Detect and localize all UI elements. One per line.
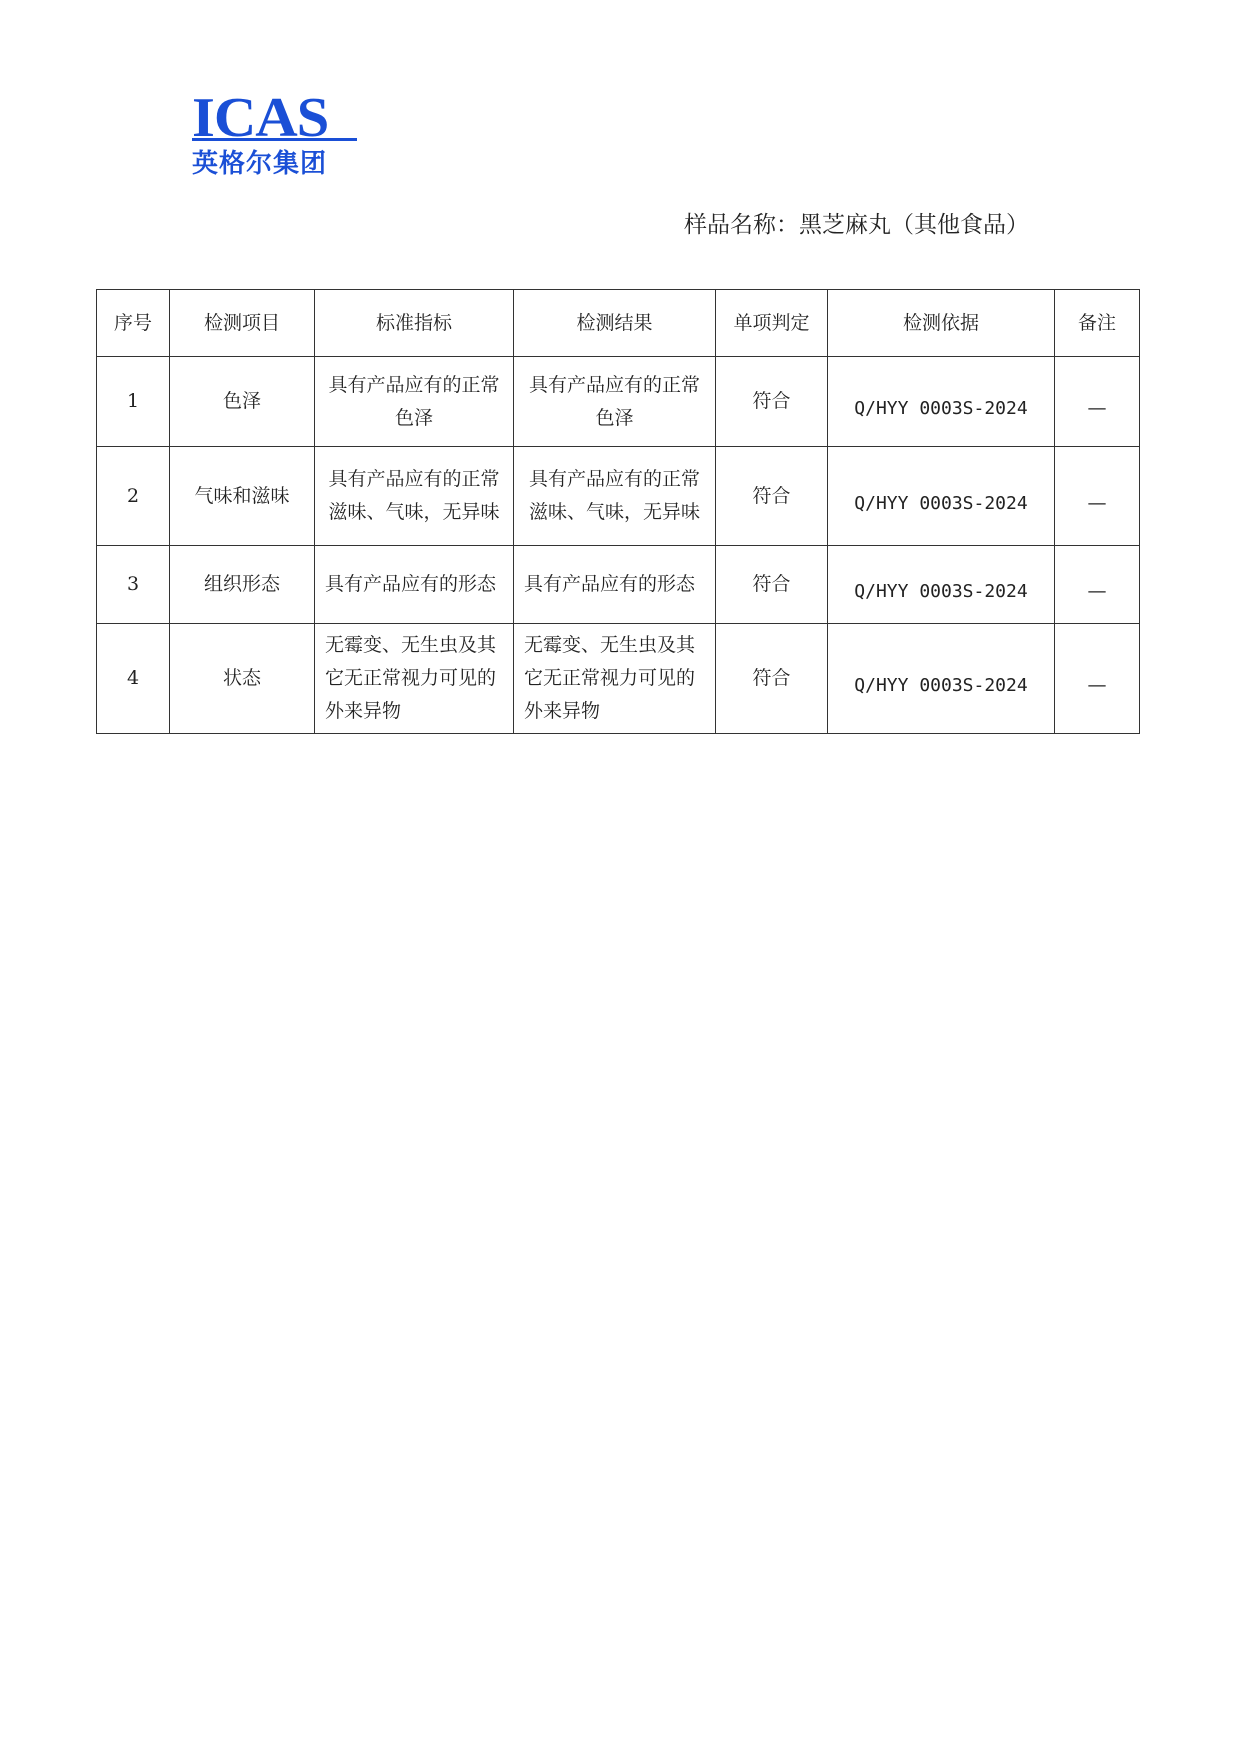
header-cell: 检测结果 <box>514 290 716 357</box>
judgement: 符合 <box>716 447 828 546</box>
logo-text-cn: 英格尔集团 <box>192 149 328 179</box>
table-row <box>97 546 1140 624</box>
standard: 无霉变、无生虫及其它无正常视力可见的外来异物 <box>315 624 514 734</box>
standard: 具有产品应有的正常滋味、气味，无异味 <box>315 447 514 546</box>
logo-text-en: ICAS <box>192 87 329 149</box>
judgement: 符合 <box>716 546 828 624</box>
result: 具有产品应有的正常滋味、气味，无异味 <box>514 447 716 546</box>
test-item: 色泽 <box>170 357 315 447</box>
judgement: 符合 <box>716 624 828 734</box>
judgement: 符合 <box>716 357 828 447</box>
row-number: 1 <box>97 357 170 447</box>
test-results-table <box>96 289 1140 734</box>
remark: — <box>1055 546 1140 624</box>
basis: Q/HYY 0003S-2024 <box>828 447 1055 546</box>
row-number: 4 <box>97 624 170 734</box>
table-row <box>97 357 1140 447</box>
table-row <box>97 447 1140 546</box>
header-cell: 标准指标 <box>315 290 514 357</box>
test-item: 状态 <box>170 624 315 734</box>
result: 具有产品应有的形态 <box>514 546 716 624</box>
header-cell: 检测项目 <box>170 290 315 357</box>
basis: Q/HYY 0003S-2024 <box>828 357 1055 447</box>
remark: — <box>1055 357 1140 447</box>
header-cell: 检测依据 <box>828 290 1055 357</box>
basis: Q/HYY 0003S-2024 <box>828 546 1055 624</box>
test-item: 气味和滋味 <box>170 447 315 546</box>
header-cell: 备注 <box>1055 290 1140 357</box>
remark: — <box>1055 624 1140 734</box>
sample-name: 样品名称：黑芝麻丸（其他食品） <box>684 212 1029 238</box>
table-header-row <box>97 290 1140 357</box>
header-cell: 单项判定 <box>716 290 828 357</box>
test-item: 组织形态 <box>170 546 315 624</box>
standard: 具有产品应有的正常色泽 <box>315 357 514 447</box>
table-row <box>97 624 1140 734</box>
header-cell: 序号 <box>97 290 170 357</box>
standard: 具有产品应有的形态 <box>315 546 514 624</box>
remark: — <box>1055 447 1140 546</box>
result: 无霉变、无生虫及其它无正常视力可见的外来异物 <box>514 624 716 734</box>
row-number: 2 <box>97 447 170 546</box>
icas-logo <box>192 87 362 180</box>
result: 具有产品应有的正常色泽 <box>514 357 716 447</box>
basis: Q/HYY 0003S-2024 <box>828 624 1055 734</box>
row-number: 3 <box>97 546 170 624</box>
